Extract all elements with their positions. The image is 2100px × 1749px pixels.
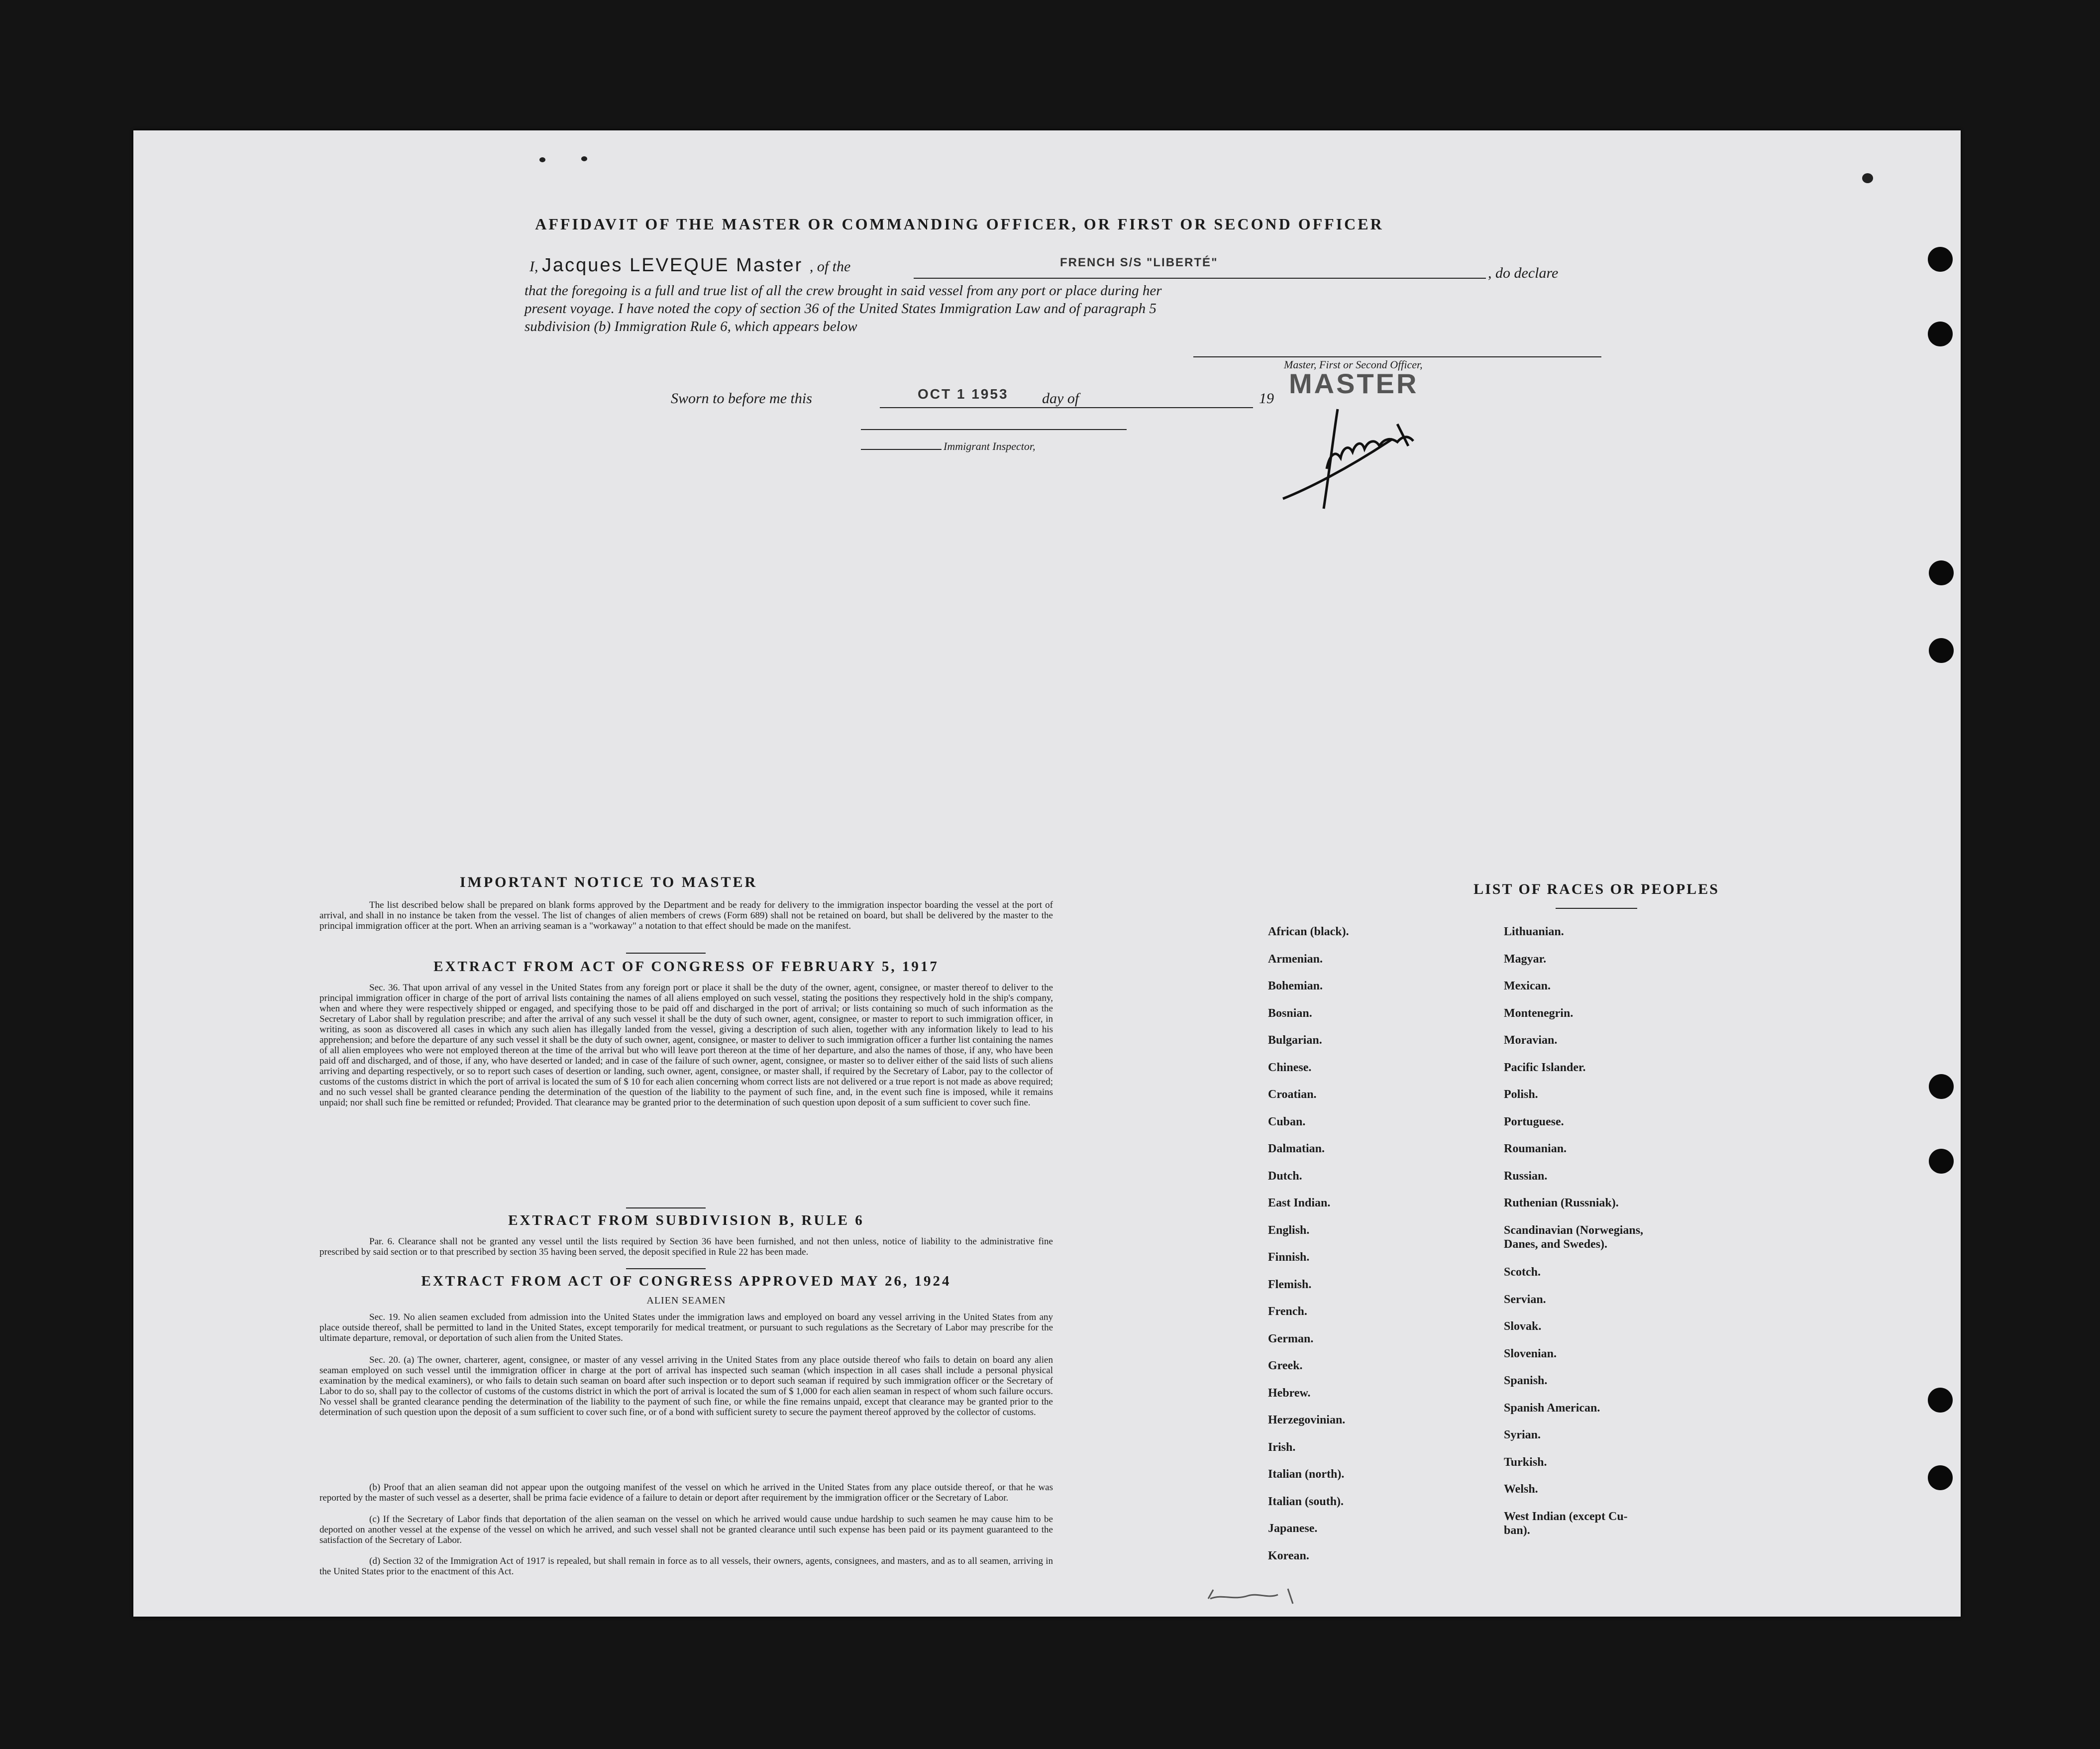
race-item: Bohemian. bbox=[1268, 980, 1323, 992]
divider bbox=[626, 1268, 706, 1269]
punch-hole bbox=[1929, 638, 1954, 663]
officer-signature-line bbox=[1193, 356, 1601, 357]
race-item: Bulgarian. bbox=[1268, 1034, 1322, 1047]
punch-hole bbox=[1929, 1149, 1954, 1174]
document-sheet bbox=[133, 130, 1961, 1617]
sworn-date: OCT 1 1953 bbox=[918, 386, 1009, 402]
race-item: Dutch. bbox=[1268, 1169, 1302, 1183]
race-item: Polish. bbox=[1504, 1088, 1538, 1101]
inspector-fill-line bbox=[861, 449, 942, 450]
race-item: Montenegrin. bbox=[1504, 1006, 1574, 1020]
race-item: Slovak. bbox=[1504, 1320, 1542, 1333]
master-name: Jacques LEVEQUE Master bbox=[542, 255, 803, 276]
race-item: African (black). bbox=[1268, 925, 1349, 938]
section-20c-text: (c) If the Secretary of Labor finds that deportation of the alien seaman on the vessel on which he arrived would cause undue hardship to such seamen he may cause him to be deported on another vessel at the expense of the vessel on which he arrived, and such vessel shall not be granted clearance until such expense has been paid or its payment guaranteed to the satisfaction of the Secretary of Labor. bbox=[319, 1514, 1053, 1545]
race-item: French. bbox=[1268, 1305, 1307, 1318]
race-item: Croatian. bbox=[1268, 1088, 1317, 1101]
race-item: German. bbox=[1268, 1332, 1314, 1345]
race-item: Armenian. bbox=[1268, 952, 1323, 966]
section-19-text: Sec. 19. No alien seamen excluded from admission into the United States under the immigration laws and employed on board any vessel arriving in the United States from any place outside thereof, shall be permitted to land in the United States, except temporarily for medical treatment, or pursuant to such regulations as the Secretary of Labor may prescribe for the ultimate departure, removal, or deportation of such alien from the United States. bbox=[319, 1312, 1053, 1343]
paragraph-6-text: Par. 6. Clearance shall not be granted any vessel until the lists required by Section 36 have been furnished, and not then unless, notice of liability to the administrative fine prescribed by said section or to that prescribed by section 35 having been served, the deposit specified in Rule 22 has been made. bbox=[319, 1236, 1053, 1257]
do-declare-label: , do declare bbox=[1488, 265, 1559, 281]
pencil-mark bbox=[1203, 1584, 1313, 1609]
subdivision-b-title: EXTRACT FROM SUBDIVISION B, RULE 6 bbox=[508, 1212, 864, 1228]
race-item: Lithuanian. bbox=[1504, 925, 1564, 938]
race-item: East Indian. bbox=[1268, 1197, 1331, 1209]
divider bbox=[626, 953, 706, 954]
sworn-label: Sworn to before me this bbox=[671, 390, 812, 407]
vessel-name: FRENCH S/S "LIBERTÉ" bbox=[1060, 256, 1218, 269]
race-item: Welsh. bbox=[1504, 1483, 1538, 1496]
race-item: Scandinavian (Norwegians, Danes, and Swedes). bbox=[1504, 1223, 1644, 1251]
race-item: Russian. bbox=[1504, 1169, 1548, 1183]
inspector-label: Immigrant Inspector, bbox=[944, 440, 1036, 452]
declaration-line-2: that the foregoing is a full and true list of all the crew brought in said vessel from any port or place during her bbox=[525, 283, 1162, 299]
race-item: English. bbox=[1268, 1223, 1310, 1237]
vessel-fill-line bbox=[914, 278, 1486, 279]
race-item: Magyar. bbox=[1504, 952, 1547, 966]
month-fill-line bbox=[1099, 407, 1253, 408]
sworn-date-line bbox=[880, 407, 1134, 408]
notice-text: The list described below shall be prepared on blank forms approved by the Department and be ready for delivery to the immigration inspector boarding the vessel at the port of arrival, and shall in no instance be taken from the vessel. The list of changes of alien members of crews (Form 689) shall not be retained on board, but shall be delivered by the master to the principal immigration officer at the port. When an arriving seaman is a "workaway" a notation to that effect should be made on the manifest. bbox=[319, 900, 1053, 931]
race-item: Servian. bbox=[1504, 1293, 1546, 1306]
race-item: Italian (south). bbox=[1268, 1495, 1344, 1508]
race-item: Greek. bbox=[1268, 1359, 1303, 1372]
divider bbox=[626, 1207, 706, 1208]
race-item: Korean. bbox=[1268, 1549, 1309, 1562]
divider bbox=[1556, 908, 1637, 909]
race-item: Chinese. bbox=[1268, 1061, 1312, 1074]
race-item: Turkish. bbox=[1504, 1455, 1547, 1469]
section-36-text: Sec. 36. That upon arrival of any vessel in the United States from any foreign port or place it shall be the duty of the owner, agent, consignee, or master thereof to deliver to the principal immigration officer in charge of the port of arrival lists containing the names of all aliens employed on such vessel, stating the positions they respectively hold in the ship's company, when and where they were respectively shipped or engaged, and specifying those to be paid off and discharged in the port of arrival; or lists containing so much of such information as the Secretary of Labor shall by regulation prescribe; and after the arrival of any such vessel it shall be the duty of such owner, agent, consignee, or master to report to such immigration officer, in writing, as soon as discovered all cases in which any such alien has illegally landed from the vessel, giving a description of such alien, together with any information likely to lead to his apprehension; and before the departure of any such vessel it shall be the duty of such owner, agent, consignee, or master to deliver to such immigration officer a further list containing the names of all alien employees who were not employed thereon at the time of the arrival but who will leave port thereon at the time of her departure, and also the names of those, if any, who have been paid off and discharged, and of those, if any, who have deserted or landed; and in case of the failure of such owner, agent, consignee, or master so to deliver either of the said lists of such aliens arriving and departing respectively, or so to report such cases of desertion or landing, such owner, agent, consignee, or master shall, if required by the Secretary of Labor, pay to the collector of customs of the customs district in which the port of arrival is located the sum of $ 10 for each alien concerning whom correct lists are not delivered or a true report is not made as above required; and no such vessel shall be granted clearance pending the determination of the question of the liability to the payment of such fine, and, in the event such fine is imposed, while it remains unpaid; nor shall such fine be remitted or refunded; Provided. That clearance may be granted prior to the determination of such question upon deposit of a sum sufficient to cover such fine. bbox=[319, 983, 1053, 1108]
punch-hole bbox=[1928, 322, 1953, 346]
punch-hole bbox=[1928, 1388, 1953, 1413]
punch-hole bbox=[1928, 247, 1953, 272]
race-item: West Indian (except Cu- ban). bbox=[1504, 1510, 1628, 1537]
punch-hole bbox=[1928, 1465, 1953, 1490]
race-item: Spanish American. bbox=[1504, 1401, 1600, 1415]
race-item: Portuguese. bbox=[1504, 1115, 1564, 1128]
declaration-line-3: present voyage. I have noted the copy of section 36 of the United States Immigration Law and of paragraph 5 bbox=[525, 301, 1156, 317]
section-20b-text: (b) Proof that an alien seaman did not appear upon the outgoing manifest of the vessel on which he arrived in the United States from any place outside thereof, or that he was reported by the master of such vessel as a deserter, shall be prima facie evidence of a failure to detain or deport after requirement by the immigration officer or the Secretary of Labor. bbox=[319, 1482, 1053, 1503]
race-item: Japanese. bbox=[1268, 1522, 1318, 1535]
races-title: LIST OF RACES OR PEOPLES bbox=[1473, 881, 1719, 897]
section-20a-text: Sec. 20. (a) The owner, charterer, agent, consignee, or master of any vessel arriving in the United States from any place outside thereof who fails to detain on board any alien seaman employed on such vessel until the immigration officer in charge at the port of arrival has inspected such seaman (which inspection in all cases shall include a personal physical examination by the medical examiners), or who fails to detain such seaman on board after such inspection or to deport such seaman if required by such immigration officer or the Secretary of Labor to do so, shall pay to the collector of customs of the customs district in which the port of arrival is located the sum of $ 1,000 for each alien seaman in respect of whom such failure occurs. No vessel shall be granted clearance pending the determination of the liability to the payment of such fine, or while the fine remains unpaid, except that clearance may be granted prior to the determination of such question upon the deposit of a sum sufficient to cover such fine, or of a bond with sufficient surety to secure the payment thereof approved by the collector of customs. bbox=[319, 1355, 1053, 1418]
race-item: Ruthenian (Russniak). bbox=[1504, 1197, 1619, 1209]
race-item: Flemish. bbox=[1268, 1278, 1312, 1291]
race-item: Roumanian. bbox=[1504, 1142, 1567, 1155]
ink-speck bbox=[581, 156, 587, 161]
race-item: Syrian. bbox=[1504, 1428, 1541, 1441]
i-prefix: I, bbox=[529, 258, 538, 275]
race-item: Bosnian. bbox=[1268, 1006, 1312, 1020]
race-item: Irish. bbox=[1268, 1440, 1296, 1454]
of-the-label: , of the bbox=[809, 258, 851, 275]
race-item: Herzegovinian. bbox=[1268, 1414, 1346, 1426]
race-item: Cuban. bbox=[1268, 1115, 1306, 1128]
act-1924-title: EXTRACT FROM ACT OF CONGRESS APPROVED MAY 26, 1924 bbox=[421, 1273, 951, 1289]
race-item: Slovenian. bbox=[1504, 1347, 1557, 1360]
race-item: Moravian. bbox=[1504, 1034, 1558, 1047]
alien-seamen-subtitle: ALIEN SEAMEN bbox=[646, 1295, 726, 1306]
race-item: Mexican. bbox=[1504, 980, 1551, 992]
race-item: Hebrew. bbox=[1268, 1386, 1311, 1400]
affidavit-title: AFFIDAVIT OF THE MASTER OR COMMANDING OFFICER, OR FIRST OR SECOND OFFICER bbox=[535, 215, 1384, 233]
declaration-line-4: subdivision (b) Immigration Rule 6, which appears below bbox=[525, 319, 857, 334]
race-item: Pacific Islander. bbox=[1504, 1061, 1586, 1074]
year-prefix: 19 bbox=[1259, 390, 1274, 407]
officer-label: Master, First or Second Officer, bbox=[1284, 358, 1423, 371]
punch-hole bbox=[1929, 1074, 1954, 1099]
notice-title: IMPORTANT NOTICE TO MASTER bbox=[459, 874, 758, 890]
inspector-signature-line bbox=[861, 429, 1127, 430]
master-stamp: MASTER bbox=[1289, 368, 1419, 399]
race-item: Spanish. bbox=[1504, 1374, 1548, 1387]
race-item: Scotch. bbox=[1504, 1266, 1541, 1279]
punch-hole bbox=[1929, 560, 1954, 585]
section-20d-text: (d) Section 32 of the Immigration Act of 1917 is repealed, but shall remain in force as to all vessels, their owners, agents, consignees, and masters, and as to all seamen, arriving in the United States prior to the enactment of this Act. bbox=[319, 1556, 1053, 1577]
race-item: Finnish. bbox=[1268, 1251, 1310, 1264]
act-1917-title: EXTRACT FROM ACT OF CONGRESS OF FEBRUARY 5, 1917 bbox=[433, 959, 939, 975]
day-of-label: day of bbox=[1042, 390, 1079, 407]
ink-speck bbox=[539, 157, 545, 162]
race-item: Dalmatian. bbox=[1268, 1142, 1325, 1155]
ink-speck bbox=[1862, 173, 1873, 183]
master-signature bbox=[1278, 394, 1427, 514]
race-item: Italian (north). bbox=[1268, 1468, 1345, 1481]
